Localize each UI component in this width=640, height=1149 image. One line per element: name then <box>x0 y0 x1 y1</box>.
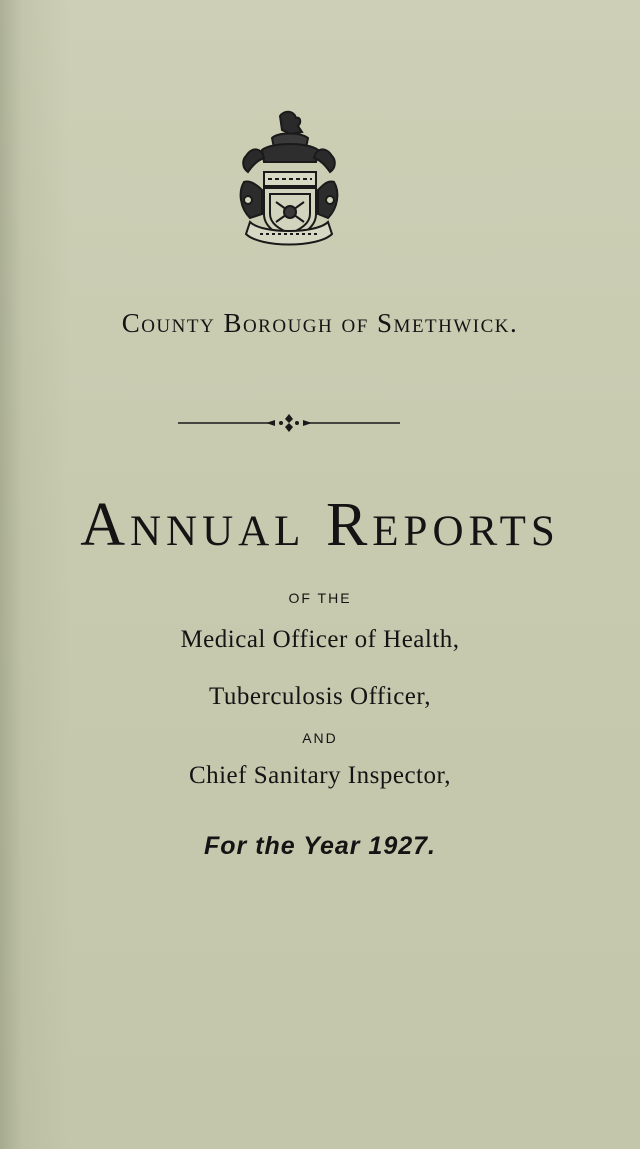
borough-heading: County Borough of Smethwick. <box>121 308 519 338</box>
year-line: For the Year 1927. <box>203 832 436 860</box>
and-label: AND <box>302 730 338 746</box>
ornamental-divider-icon <box>178 412 400 434</box>
chief-sanitary-inspector-line: Chief Sanitary Inspector, <box>188 762 452 789</box>
of-the-label: OF THE <box>288 590 352 606</box>
coat-of-arms-icon <box>232 110 346 252</box>
tuberculosis-officer-line: Tuberculosis Officer, <box>209 683 431 710</box>
medical-officer-line: Medical Officer of Health, <box>180 626 460 653</box>
report-title: Annual Reports <box>80 491 560 559</box>
